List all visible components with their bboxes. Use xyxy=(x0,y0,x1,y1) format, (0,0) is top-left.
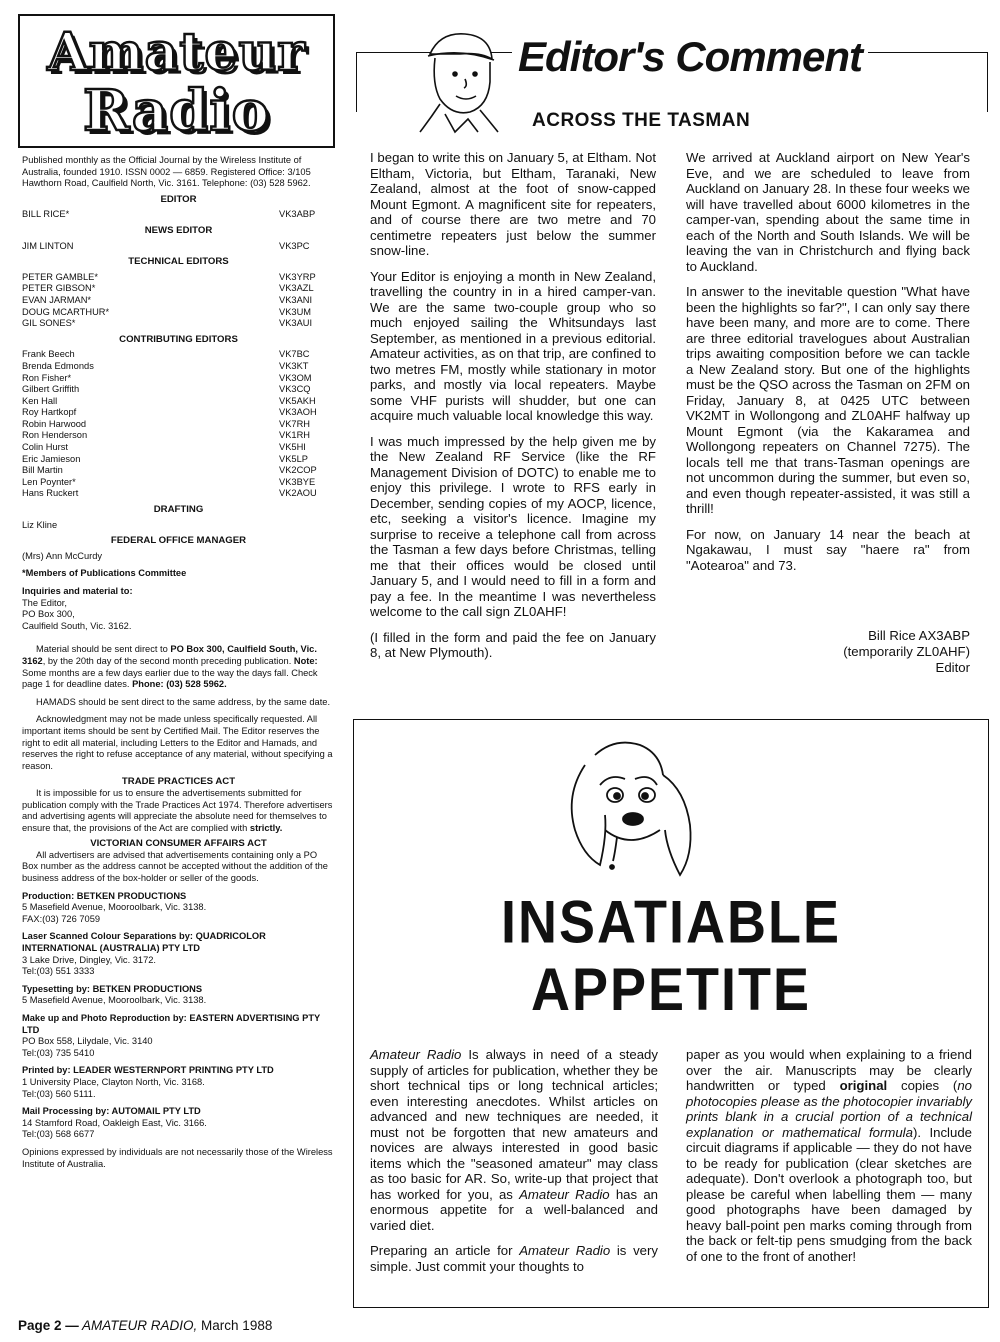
staff-row xyxy=(22,241,335,253)
staff-callsign: VK7BC xyxy=(279,349,310,360)
staff-name: Frank Beech xyxy=(22,349,75,360)
staff-name: PETER GIBSON* xyxy=(22,283,96,294)
appetite-paragraph: Preparing an article for Amateur Radio is very simple. Just commit your thoughts to xyxy=(370,1243,659,1274)
typesetting-heading: Typesetting by: BETKEN PRODUCTIONS xyxy=(22,983,203,994)
staff-name: Colin Hurst xyxy=(22,442,68,453)
staff-callsign: VK3AUI xyxy=(279,318,313,329)
inquiries-line: PO Box 300, xyxy=(22,609,75,620)
consumer-affairs-heading: VICTORIAN CONSUMER AFFAIRS ACT xyxy=(90,838,267,850)
material-notice: Material should be sent direct to PO Box 300, Caulfield South, Vic. 3162, by the 20th day of the second month preceding publication. Note: Some months are a few days earlier due to the way the days fall. Check page 1 for deadline dates. Phone: (03) 528 5962. xyxy=(22,644,318,690)
production-line: FAX:(03) 726 7059 xyxy=(22,913,101,924)
staff-name: Ron Henderson xyxy=(22,430,88,441)
production-heading: Production: BETKEN PRODUCTIONS xyxy=(22,890,187,901)
makeup-line: Tel:(03) 735 5410 xyxy=(22,1047,95,1058)
staff-callsign: VK3AZL xyxy=(279,283,314,294)
staff-name: GIL SONES* xyxy=(22,318,76,329)
staff-callsign: VK3BYE xyxy=(279,476,316,487)
staff-row xyxy=(22,442,335,454)
appetite-column-2 xyxy=(686,1047,972,1274)
staff-name: Ron Fisher* xyxy=(22,372,72,383)
editorial-signature: Bill Rice AX3ABP (temporarily ZL0AHF) Editor xyxy=(843,628,970,675)
appetite-column-1 xyxy=(370,1047,658,1284)
hungry-dog-cartoon-icon xyxy=(555,735,705,885)
masthead-intro: Published monthly as the Official Journal by the Wireless Institute of Australia, founded 1910. ISSN 0002 — 6859. Registered Office: 3/105 Hawthorn Road, Caulfield North, Vic. 3161. Telephone: (03) 528 5962. xyxy=(22,155,311,189)
technical-editors-heading: TECHNICAL EDITORS xyxy=(128,256,229,268)
staff-name: Robin Harwood xyxy=(22,418,87,429)
staff-callsign: VK3OM xyxy=(279,372,312,383)
staff-name: PETER GAMBLE* xyxy=(22,271,98,282)
issue-date: March 1988 xyxy=(197,1318,273,1333)
staff-callsign: VK3ABP xyxy=(279,209,316,220)
staff-row xyxy=(22,454,335,466)
staff-row xyxy=(22,209,335,221)
editorial-paragraph: I began to write this on January 5, at Eltham. Not Eltham, Victoria, but Eltham, Taranaki, New Zealand, almost at the foot of snow-capped Mount Egmont. A magnificent site for repeaters, and of course there are two metre and 70 centimetre repeaters just below the summer snow-line. xyxy=(370,150,656,258)
logo-word-amateur: Amateur xyxy=(47,22,306,83)
staff-row xyxy=(22,272,335,284)
staff-row xyxy=(22,318,335,330)
staff-name: Gilbert Griffith xyxy=(22,384,80,395)
appetite-headline: INSATIABLE APPETITE xyxy=(501,888,841,1024)
staff-row xyxy=(22,488,335,500)
staff-name: Eric Jamieson xyxy=(22,453,81,464)
acknowledgment-notice: Acknowledgment may not be made unless specifically requested. All important items should be sent by Certified Mail. The Editor reserves the right to edit all material, including Letters to the Editor and Hamads, and reserves the right to refuse acceptance of any material, without specifying a reason. xyxy=(22,714,333,771)
editorial-paragraph: In answer to the inevitable question "What have been the highlights so far?", I can only say there have been many, and more are to come. There are three editorial travelogues about Australian trips awaiting composition before we can tackle a New Zealand story. But one of the highlights must be the QSO across the Tasman on 2FM on Friday, January 8, at 0425 UTC between VK2MT in Wollongong and ZL0AHF halfway up Mount Egmont (via the Kakaramea and Wollongong repeaters on Channel 7275). The locals tell me that trans-Tasman openings are not uncommon during the summer, but even so, and even though repeater-assisted, it was still a thrill! xyxy=(686,284,970,516)
printer-line: Tel:(03) 560 5111. xyxy=(22,1088,96,1099)
opinions-disclaimer: Opinions expressed by individuals are not necessarily those of the Wireless Institute of Australia. xyxy=(22,1146,333,1169)
staff-name: Roy Hartkopf xyxy=(22,407,77,418)
editorial-paragraph: For now, on January 14 near the beach at Ngakawau, I must say "haere ra" from "Aotearoa" and 73. xyxy=(686,526,970,573)
staff-name: BILL RICE* xyxy=(22,209,70,220)
staff-row xyxy=(22,349,335,361)
staff-row xyxy=(22,283,335,295)
staff-callsign: VK3KT xyxy=(279,360,309,371)
staff-callsign: VK5LP xyxy=(279,453,308,464)
staff-row xyxy=(22,307,335,319)
editorial-paragraph: We arrived at Auckland airport on New Year's Eve, and we are scheduled to leave from Auckland on January 28. In these four weeks we will have travelled about 6000 kilometres in the camper-van, spending about the same time in each of the North and South Islands. We will be leaving the van in Christchurch and flying back to Auckland. xyxy=(686,150,970,274)
committee-note: *Members of Publications Committee xyxy=(22,568,187,579)
staff-row xyxy=(22,407,335,419)
colour-separations-line: 3 Lake Drive, Dingley, Vic. 3172. xyxy=(22,954,157,965)
inquiries-line: Caulfield South, Vic. 3162. xyxy=(22,620,132,631)
staff-name: Ken Hall xyxy=(22,395,58,406)
staff-row xyxy=(22,384,335,396)
colour-separations-line: Tel:(03) 551 3333 xyxy=(22,966,95,977)
page-number: Page 2 — xyxy=(18,1318,79,1333)
printer-line: 1 University Place, Clayton North, Vic. 3168. xyxy=(22,1076,205,1087)
magazine-logo xyxy=(18,14,335,148)
federal-office-manager-name: (Mrs) Ann McCurdy xyxy=(22,550,103,561)
publication-name: AMATEUR RADIO, xyxy=(78,1318,198,1333)
trade-practices-heading: TRADE PRACTICES ACT xyxy=(121,776,236,788)
logo-word-radio: Radio xyxy=(83,78,270,144)
federal-office-manager-heading: FEDERAL OFFICE MANAGER xyxy=(110,535,247,547)
editorial-title: Editor's Comment xyxy=(512,33,868,81)
inquiries-line: The Editor, xyxy=(22,597,67,608)
editorial-paragraph: Your Editor is enjoying a month in New Zealand, travelling the country in in a hired camper-van. We are the same two-couple group who so much enjoyed sailing the Whitsundays last September, as mentioned in a previous editorial. Amateur activities, as on that trip, are confined to two metres FM, mostly while stationary in motor parks, and mostly via local repeaters. Maybe some VHF purists will shudder, but one can acquire much valuable local knowledge this way. xyxy=(370,268,656,423)
staff-row xyxy=(22,295,335,307)
production-line: 5 Masefield Avenue, Mooroolbark, Vic. 3138. xyxy=(22,902,207,913)
editorial-column-1 xyxy=(370,150,656,671)
staff-callsign: VK5AKH xyxy=(279,395,316,406)
typesetting-line: 5 Masefield Avenue, Mooroolbark, Vic. 3138. xyxy=(22,995,207,1006)
inquiries-heading: Inquiries and material to: xyxy=(22,586,133,596)
hamads-notice: HAMADS should be sent direct to the same address, by the same date. xyxy=(36,696,331,707)
drafting-name: Liz Kline xyxy=(22,519,58,530)
editorial-paragraph: (I filled in the form and paid the fee on January 8, at New Plymouth). xyxy=(370,629,656,660)
staff-row xyxy=(22,419,335,431)
staff-row xyxy=(22,477,335,489)
masthead-column xyxy=(22,155,335,1170)
boy-cartoon-icon xyxy=(410,24,505,136)
consumer-affairs-text: All advertisers are advised that advertisements containing only a PO Box number as the address cannot be accepted without the addition of the business address of the box-holder or seller of the goods. xyxy=(22,849,328,884)
mail-processing-heading: Mail Processing by: AUTOMAIL PTY LTD xyxy=(22,1106,201,1117)
staff-row xyxy=(22,361,335,373)
printer-heading: Printed by: LEADER WESTERNPORT PRINTING PTY LTD xyxy=(22,1065,274,1076)
editorial-subtitle: ACROSS THE TASMAN xyxy=(532,110,751,131)
staff-callsign: VK3AOH xyxy=(279,407,317,418)
editorial-column-2 xyxy=(686,150,970,583)
staff-name: Hans Ruckert xyxy=(22,488,79,499)
staff-name: Len Poynter* xyxy=(22,476,76,487)
mail-processing-line: 14 Stamford Road, Oakleigh East, Vic. 3166. xyxy=(22,1117,207,1128)
staff-callsign: VK5HI xyxy=(279,442,306,453)
appetite-paragraph: Amateur Radio Is always in need of a steady supply of articles for publication, whether they be short technical tips or long technical articles; even interesting anecdotes. Whilst articles on advanced and new techniques are needed, it must not be forgotten that new amateurs and novices are always interested in good basic items which the "seasoned amateur" may class as too basic for AR. So, write-up that project that has worked for you, as Amateur Radio has an enormous appetite for a well-balanced and varied diet. xyxy=(370,1047,658,1233)
staff-name: Brenda Edmonds xyxy=(22,360,94,371)
staff-callsign: VK2AOU xyxy=(279,488,317,499)
editor-heading: EDITOR xyxy=(160,193,197,205)
makeup-heading: Make up and Photo Reproduction by: EASTERN ADVERTISING PTY LTD xyxy=(22,1013,321,1035)
staff-callsign: VK2COP xyxy=(279,465,317,476)
trade-practices-text: It is impossible for us to ensure the advertisements submitted for publication comply with the Trade Practices Act 1974. Therefore advertisers and advertising agents will appreciate the absolute need for themselves to ensure that, the provisions of the Act are complied with strictly. xyxy=(22,787,333,833)
staff-row xyxy=(22,430,335,442)
staff-callsign: VK3UM xyxy=(279,306,312,317)
page-footer xyxy=(18,1318,272,1333)
staff-name: Bill Martin xyxy=(22,465,63,476)
staff-name: DOUG MCARTHUR* xyxy=(22,306,110,317)
appetite-paragraph: paper as you would when explaining to a friend over the air. Manuscripts may be clearly handwritten or typed original copies (no photocopies please as the photocopier invariably prints blank in a crucial portion of a technical explanation or mathematical formula). Include circuit diagrams if applicable — they do not have to be ready for publication (clear sketches are adequate). Don't overlook a photograph too, but please be careful when labelling them — many good photographs have been damaged by heavy ball-point pen marks coming through from the back or felt-tip pens smudging from the back of one to the front of another! xyxy=(686,1047,972,1264)
staff-callsign: VK3CQ xyxy=(279,384,311,395)
staff-callsign: VK3ANI xyxy=(279,294,313,305)
mail-processing-line: Tel:(03) 568 6677 xyxy=(22,1129,95,1140)
staff-row xyxy=(22,465,335,477)
makeup-line: PO Box 558, Lilydale, Vic. 3140 xyxy=(22,1036,153,1047)
technical-editors-list xyxy=(22,272,335,330)
staff-callsign: VK3YRP xyxy=(279,271,316,282)
colour-separations-heading: Laser Scanned Colour Separations by: QUADRICOLOR INTERNATIONAL (AUSTRALIA) PTY LTD xyxy=(22,931,266,954)
staff-row xyxy=(22,373,335,385)
staff-name: EVAN JARMAN* xyxy=(22,294,92,305)
editorial-paragraph: I was much impressed by the help given me by the New Zealand RF Service (like the RF Management Division of DOTC) to enable me to enjoy this privilege. I wrote to RFS early in December, sending copies of my AOCP, licence, etc, seeking a visitor's licence. Imagine my surprise to receive a telephone call from across the Tasman a few days before Christmas, telling me that their offices would be closed until January 5, and I would need to fill in a form and pay a fee. In the meantime I was nevertheless welcome to the call sign ZL0AHF! xyxy=(370,433,656,619)
staff-callsign: VK7RH xyxy=(279,418,311,429)
news-editor-heading: NEWS EDITOR xyxy=(144,224,213,236)
staff-row xyxy=(22,396,335,408)
staff-name: JIM LINTON xyxy=(22,240,74,251)
contributing-editors-heading: CONTRIBUTING EDITORS xyxy=(119,333,238,345)
staff-callsign: VK3PC xyxy=(279,240,310,251)
drafting-heading: DRAFTING xyxy=(153,504,204,516)
contributing-editors-list xyxy=(22,349,335,500)
staff-callsign: VK1RH xyxy=(279,430,311,441)
